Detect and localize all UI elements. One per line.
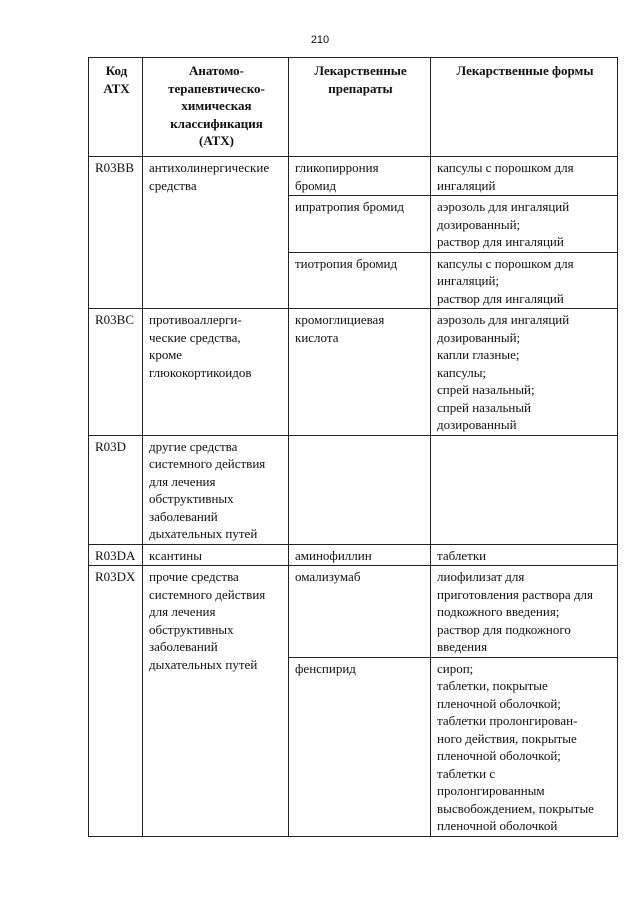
text-line: кислота — [295, 329, 339, 345]
table-row — [89, 566, 618, 658]
text-line: раствор для подкожного — [437, 621, 571, 637]
text-line: дыхательных путей — [149, 656, 258, 672]
table-header — [89, 58, 618, 157]
text-line: системного действия — [149, 586, 266, 602]
text-line: высвобождением, покрытые — [437, 800, 594, 816]
dosage-forms-cell — [431, 544, 618, 566]
text-line: Лекарственные формы — [456, 63, 594, 78]
table-body — [89, 157, 618, 837]
table-row — [89, 157, 618, 196]
drug-cell — [289, 435, 431, 544]
text-line: химическая — [181, 98, 252, 113]
dosage-forms-cell — [431, 157, 618, 196]
text-line: терапевтическо- — [168, 80, 265, 96]
text-line: ческие средства, — [149, 329, 241, 345]
text-line: бромид — [295, 177, 337, 193]
text-line: (АТХ) — [199, 133, 234, 148]
text-line: пленочной оболочкой; — [437, 748, 561, 763]
drug-cell — [289, 657, 431, 836]
text-line: аэрозоль для ингаляций — [437, 199, 570, 214]
drug-cell — [289, 544, 431, 566]
text-line: пленочной оболочкой; — [437, 695, 561, 711]
text-line: фенспирид — [295, 660, 356, 676]
text-line: заболеваний — [149, 639, 218, 654]
dosage-forms-cell — [431, 309, 618, 436]
text-line: сироп; — [437, 660, 474, 676]
text-line: для лечения — [149, 604, 216, 619]
dosage-forms-cell — [431, 435, 618, 544]
atx-code-cell — [89, 435, 143, 544]
classification-cell — [143, 157, 289, 309]
text-line: обструктивных — [149, 491, 234, 506]
drug-cell — [289, 566, 431, 658]
text-line: раствор для ингаляций — [437, 234, 564, 249]
text-line: спрей назальный — [437, 399, 532, 415]
text-line: ксантины — [149, 547, 202, 563]
text-line: ингаляций — [437, 177, 496, 193]
drug-cell — [289, 157, 431, 196]
text-line: Лекарственные — [314, 63, 407, 78]
atx-code: R03BC — [95, 312, 135, 327]
table-row — [89, 544, 618, 566]
text-line: аэрозоль для ингаляций — [437, 312, 570, 327]
atx-code: R03D — [95, 438, 127, 454]
text-line: кромоглициевая — [295, 312, 385, 327]
text-line: дыхательных путей — [149, 526, 258, 541]
drug-cell — [289, 252, 431, 309]
atx-code-cell — [89, 309, 143, 436]
text-line: заболеваний — [149, 508, 218, 524]
classification-cell — [143, 435, 289, 544]
text-line: противоаллерги- — [149, 312, 242, 327]
text-line: глюкокортикоидов — [149, 364, 252, 380]
text-line: антихолинергические — [149, 160, 270, 175]
header-classification — [143, 58, 289, 157]
text-line: капсулы с порошком для — [437, 255, 574, 271]
text-line: приготовления раствора для — [437, 586, 593, 602]
text-line: Анатомо- — [188, 63, 245, 78]
dosage-forms-cell — [431, 566, 618, 658]
text-line: ипратропия бромид — [295, 199, 404, 214]
text-line: аминофиллин — [295, 547, 372, 563]
text-line: классификация — [170, 115, 263, 131]
atx-code-cell — [89, 157, 143, 309]
text-line: капли глазные; — [437, 347, 520, 362]
drug-cell — [289, 309, 431, 436]
text-line: омализумаб — [295, 569, 361, 584]
dosage-forms-cell — [431, 252, 618, 309]
text-line: таблетки, покрытые — [437, 678, 548, 693]
text-line: ингаляций; — [437, 273, 500, 288]
atx-table — [88, 57, 618, 837]
text-line: кроме — [149, 347, 183, 362]
classification-cell — [143, 566, 289, 837]
text-line: капсулы; — [437, 364, 487, 380]
drug-cell — [289, 196, 431, 253]
header-row — [89, 58, 618, 157]
text-line: АТХ — [103, 80, 130, 96]
text-line: спрей назальный; — [437, 382, 535, 397]
header-drugs — [289, 58, 431, 157]
atx-code: R03BB — [95, 160, 135, 175]
classification-cell — [143, 544, 289, 566]
text-line: введения — [437, 639, 488, 654]
text-line: другие средства — [149, 438, 238, 454]
text-line: пленочной оболочкой — [437, 818, 558, 833]
header-forms — [431, 58, 618, 157]
text-line: Код — [105, 63, 128, 78]
text-line: таблетки с — [437, 765, 496, 781]
atx-code-cell — [89, 544, 143, 566]
text-line: дозированный; — [437, 329, 521, 345]
text-line: дозированный; — [437, 216, 521, 232]
text-line: таблетки пролонгирован- — [437, 713, 578, 728]
table-row — [89, 309, 618, 436]
table-row — [89, 435, 618, 544]
text-line: пролонгированным — [437, 783, 545, 798]
text-line: дозированный — [437, 417, 517, 432]
classification-cell — [143, 309, 289, 436]
text-line: обструктивных — [149, 621, 234, 637]
text-line: ного действия, покрытые — [437, 730, 577, 746]
text-line: подкожного введения; — [437, 604, 560, 619]
text-line: системного действия — [149, 456, 266, 471]
text-line: для лечения — [149, 473, 216, 489]
atx-code: R03DX — [95, 569, 136, 584]
header-code — [89, 58, 143, 157]
text-line: средства — [149, 177, 197, 193]
text-line: раствор для ингаляций — [437, 290, 564, 306]
page-number: 210 — [310, 34, 330, 46]
text-line: препараты — [328, 80, 393, 96]
text-line: капсулы с порошком для — [437, 160, 574, 175]
text-line: гликопиррония — [295, 160, 379, 175]
text-line: тиотропия бромид — [295, 255, 398, 271]
text-line: прочие средства — [149, 569, 239, 584]
atx-code-cell — [89, 566, 143, 837]
dosage-forms-cell — [431, 196, 618, 253]
dosage-forms-cell — [431, 657, 618, 836]
atx-code: R03DA — [95, 547, 136, 563]
text-line: лиофилизат для — [437, 569, 525, 584]
text-line: таблетки — [437, 547, 487, 563]
